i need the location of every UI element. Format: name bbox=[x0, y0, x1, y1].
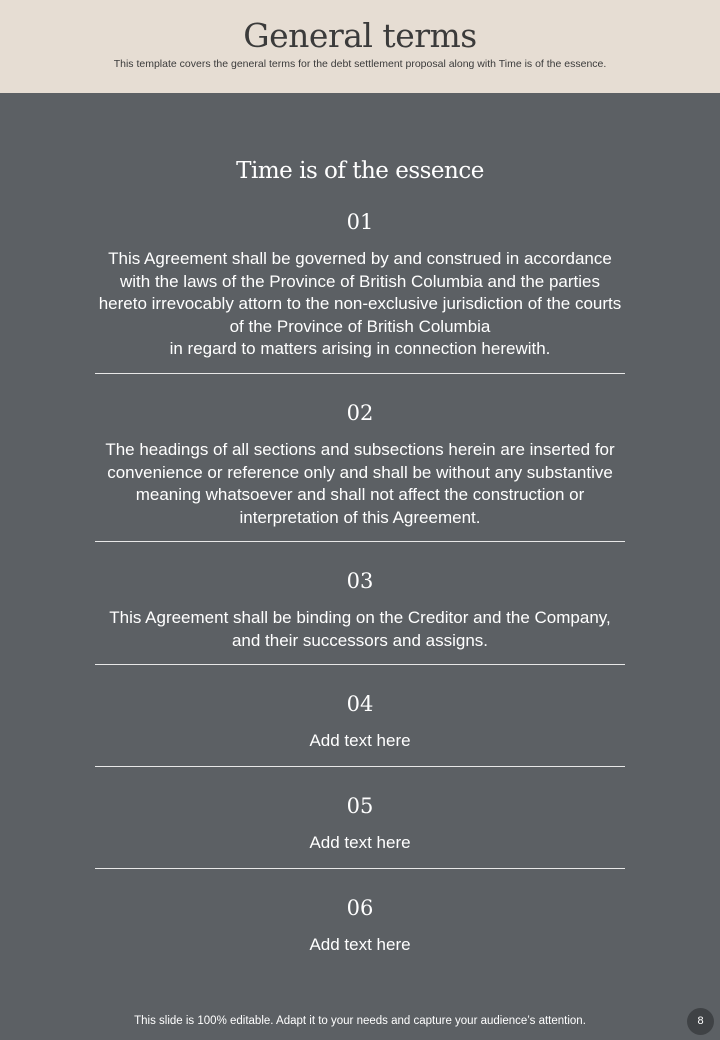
divider bbox=[95, 766, 625, 767]
term-item-03 bbox=[60, 567, 660, 652]
divider bbox=[95, 664, 625, 665]
term-text: The headings of all sections and subsections herein are inserted for convenience or reference only and shall be without any substantive meaning whatsoever and shall not affect the construction or interpretation of this Agreement. bbox=[105, 440, 615, 527]
term-item-02 bbox=[60, 399, 660, 529]
header-banner bbox=[0, 0, 720, 93]
page-number-badge: 8 bbox=[687, 1008, 714, 1035]
term-item-06 bbox=[60, 894, 660, 957]
term-text: Add text here bbox=[309, 833, 411, 852]
page-subtitle: This template covers the general terms for the debt settlement proposal along with Time is of the essence. bbox=[113, 58, 607, 70]
term-number: 01 bbox=[346, 210, 374, 234]
term-text: Add text here bbox=[309, 731, 411, 750]
term-number: 03 bbox=[346, 569, 374, 593]
term-text: Add text here bbox=[309, 935, 411, 954]
term-number: 04 bbox=[346, 692, 374, 716]
term-number: 06 bbox=[346, 896, 374, 920]
divider bbox=[95, 373, 625, 374]
term-number: 05 bbox=[346, 794, 374, 818]
term-text: This Agreement shall be governed by and construed in accordance with the laws of the Province of British Columbia and the parties hereto irrevocably attorn to the non-exclusive jurisdiction of the courts of the Province of British Columbia in regard to matters arising in connection herewith. bbox=[98, 249, 622, 358]
term-item-01 bbox=[60, 208, 660, 361]
term-number: 02 bbox=[346, 401, 374, 425]
page-title: General terms bbox=[243, 16, 477, 55]
term-text: This Agreement shall be binding on the Creditor and the Company, and their successors and assigns. bbox=[109, 608, 611, 650]
term-item-04 bbox=[60, 690, 660, 753]
term-item-05 bbox=[60, 792, 660, 855]
divider bbox=[95, 868, 625, 869]
footer-note: This slide is 100% editable. Adapt it to your needs and capture your audience’s attention. bbox=[134, 1015, 586, 1027]
section-heading: Time is of the essence bbox=[236, 158, 484, 184]
divider bbox=[95, 541, 625, 542]
